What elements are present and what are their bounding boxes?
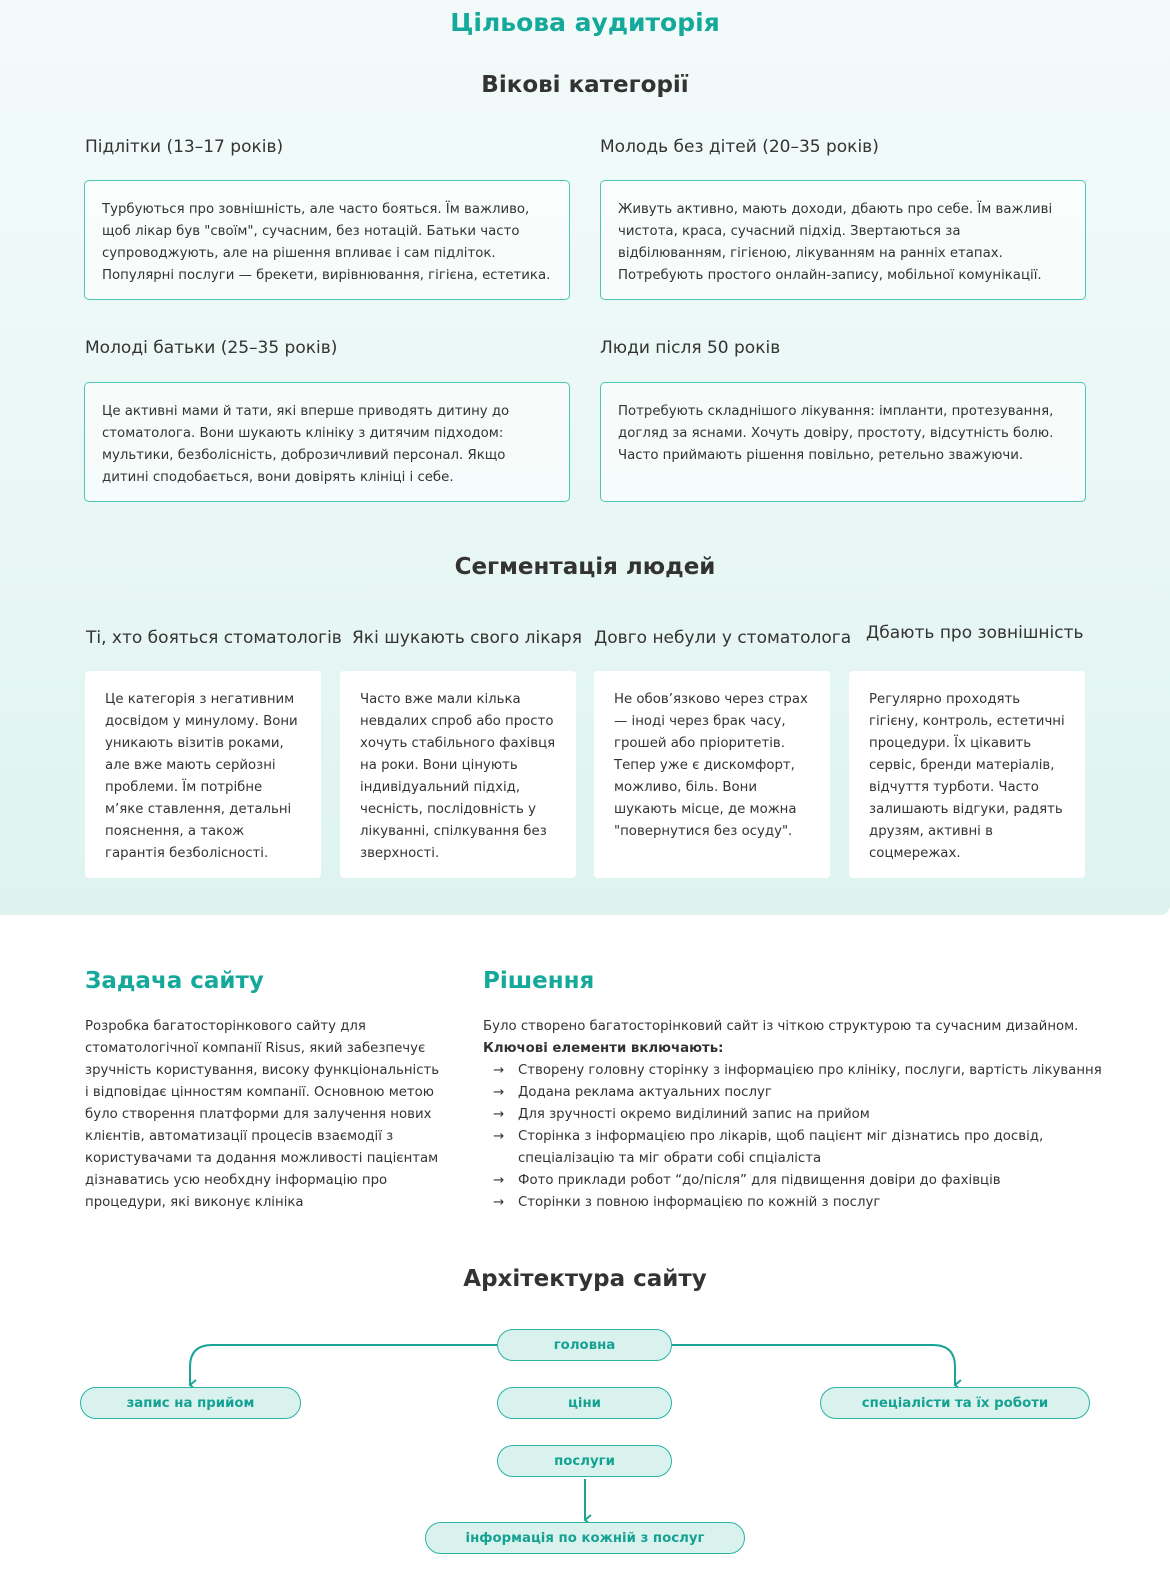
list-item: → Для зручності окремо виділиний запис на прийом: [483, 1104, 1113, 1126]
segmentation-heading: Сегментація людей: [454, 554, 716, 580]
age-categories-heading: Вікові категорії: [481, 72, 689, 98]
age-group-card-teens: Турбуються про зовнішність, але часто бояться. Їм важливо, щоб лікар був "своїм", сучасним, без нотацій. Батьки часто супроводжують, але на рішення впливає і сам підліток. Популярні послуги — брекети, вирівнювання, гігієна, естетика.: [84, 180, 570, 300]
age-group-title-parents: Молоді батьки (25–35 років): [85, 338, 338, 358]
arch-node-booking: запис на прийом: [80, 1387, 301, 1419]
arrow-right-icon: →: [493, 1129, 505, 1144]
arch-node-home: головна: [497, 1329, 672, 1361]
arrow-right-icon: →: [493, 1085, 505, 1100]
list-item: → Фото приклади робот “до/після” для підвищення довіри до фахівців: [483, 1170, 1113, 1192]
solution-key-label: Ключові елементи включають:: [483, 1041, 724, 1056]
arch-node-specialists: спеціалісти та їх роботи: [820, 1387, 1090, 1419]
task-text: Розробка багатосторінкового сайту для стоматологічної компанії Risus, який забезпечує зручність користування, високу функціональність і відповідає цінностям компанії. Основною метою було створення платформи для залучення нових клієнтів, автоматизації процесів взаємодії з користувачами та додання можливості пацієнтам дізнаватись усю необхдну інформацію про процедури, які виконує клініка: [85, 1019, 440, 1210]
solution-title: Рішення: [483, 968, 595, 994]
age-group-title-seniors: Люди після 50 років: [600, 338, 781, 358]
segment-title-absent: Довго небули у стоматолога: [594, 628, 852, 648]
list-item: → Сторінки з повною інформацією по кожній з послуг: [483, 1192, 1113, 1214]
age-group-card-parents: Це активні мами й тати, які вперше приводять дитину до стоматолога. Вони шукають клініку з дитячим підходом: мультики, безболісність, доброзичливий персонал. Якщо дитині сподобається, вони довірять клініці і себе.: [84, 382, 570, 502]
arch-node-services: послуги: [497, 1445, 672, 1477]
arch-node-service-info: інформація по кожній з послуг: [425, 1522, 745, 1554]
age-group-title-youth: Молодь без дітей (20–35 років): [600, 137, 879, 157]
segment-card-fearful: Це категорія з негативним досвідом у минулому. Вони уникають візитів роками, але вже мають серйозні проблеми. Їм потрібне м’яке ставлення, детальні пояснення, а також гарантія безболісності.: [85, 671, 321, 878]
solution-intro: Було створено багатосторінковий сайт із чіткою структурою та сучасним дизайном.: [483, 1019, 1079, 1034]
task-title: Задача сайту: [85, 968, 264, 994]
arrow-right-icon: →: [493, 1063, 505, 1078]
arrow-right-icon: →: [493, 1107, 505, 1122]
target-audience-title: Цільова аудиторія: [450, 8, 720, 37]
age-group-card-seniors: Потребують складнішого лікування: імпланти, протезування, догляд за яснами. Хочуть довіру, простоту, відсутність болю. Часто приймають рішення повільно, ретельно зважуючи.: [600, 382, 1086, 502]
age-group-title-teens: Підлітки (13–17 років): [85, 137, 284, 157]
segment-title-fearful: Ті, хто бояться стоматологів: [86, 628, 342, 648]
architecture-heading: Архітектура сайту: [463, 1266, 707, 1292]
segment-card-absent: Не обов’язково через страх — іноді через брак часу, грошей або пріоритетів. Тепер уже є дискомфорт, можливо, біль. Вони шукають місце, де можна "повернутися без осуду".: [594, 671, 830, 878]
connector-home-specialists: [672, 1345, 955, 1385]
segment-card-seekers: Часто вже мали кілька невдалих спроб або просто хочуть стабільного фахівця на роки. Вони цінують індивідуальний підхід, чесність, послідовність у лікуванні, спілкування без зверхності.: [340, 671, 576, 878]
arrow-right-icon: →: [493, 1195, 505, 1210]
list-item: → Додана реклама актуальних послуг: [483, 1082, 1113, 1104]
list-item: → Сторінка з інформацією про лікарів, щоб пацієнт міг дізнатись про досвід, спеціалізацію та міг обрати собі спціаліста: [483, 1126, 1113, 1170]
list-item: → Створену головну сторінку з інформацією про клініку, послуги, вартість лікування: [483, 1060, 1113, 1082]
arch-node-prices: ціни: [497, 1387, 672, 1419]
age-group-card-youth: Живуть активно, мають доходи, дбають про себе. Їм важливі чистота, краса, сучасний підхід. Звертаються за відбілюванням, гігієною, лікуванням на ранніх етапах. Потребують простого онлайн-запису, мобільної комунікації.: [600, 180, 1086, 300]
arrow-right-icon: →: [493, 1173, 505, 1188]
segment-card-appearance: Регулярно проходять гігієну, контроль, естетичні процедури. Їх цікавить сервіс, бренди матеріалів, відчуття турботи. Часто залишають відгуки, радять друзям, активні в соцмережах.: [849, 671, 1085, 878]
connector-home-booking: [190, 1345, 497, 1385]
segment-title-appearance: Дбають про зовнішність: [866, 623, 1084, 643]
segment-title-seekers: Які шукають свого лікаря: [352, 628, 582, 648]
